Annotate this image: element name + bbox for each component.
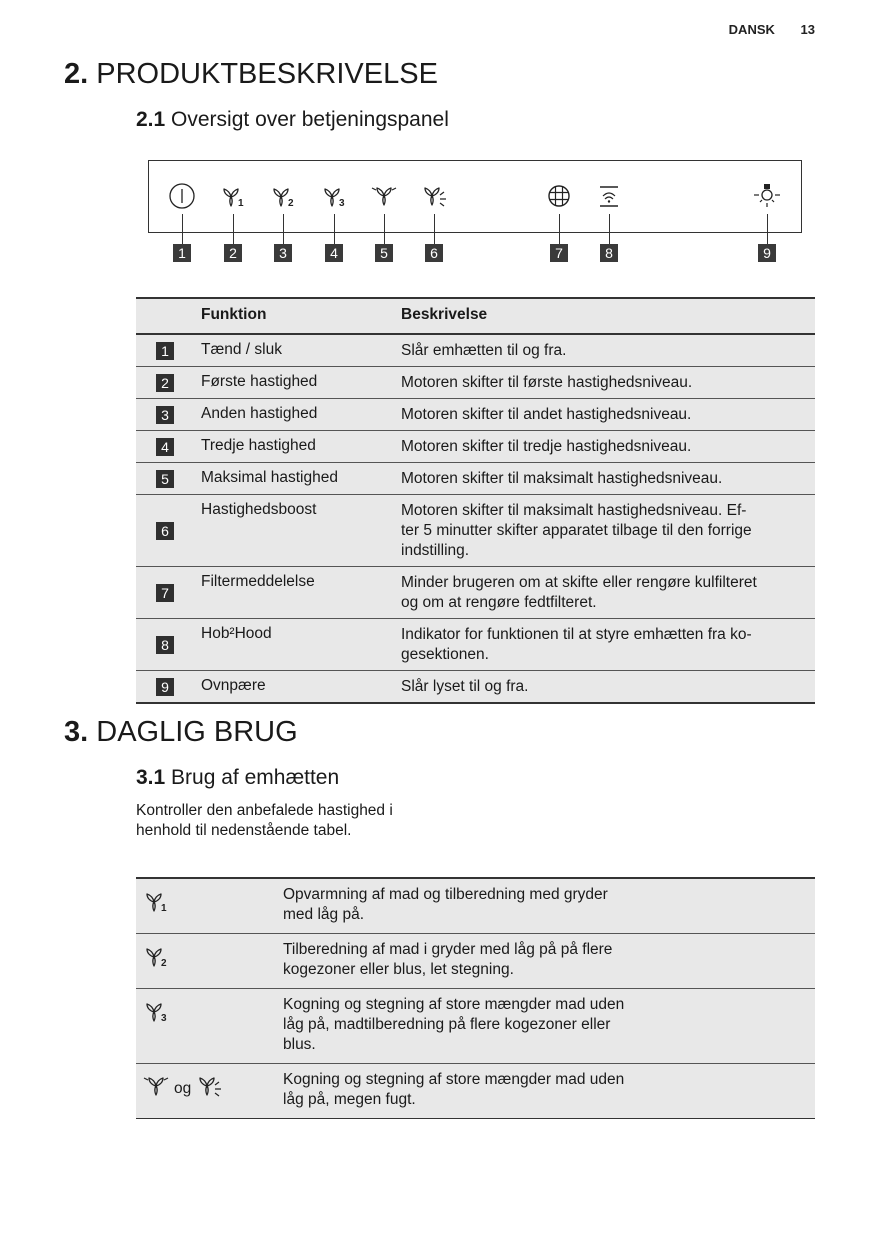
control-panel-callouts — [0, 0, 875, 280]
subsection-2-1-title: Oversigt over betjeningspanel — [171, 108, 449, 131]
function-table-row — [136, 399, 815, 431]
description-cell: Motoren skifter til maksimalt hastighedsniveau. — [401, 470, 723, 487]
connector-text: og — [174, 1079, 192, 1097]
function-table-row — [136, 431, 815, 463]
usage-table-row — [136, 989, 815, 1064]
callout-number-badge: 5 — [375, 244, 393, 262]
function-table-row — [136, 495, 815, 567]
callout-line — [434, 214, 435, 244]
hob2hood-icon — [595, 182, 623, 210]
description-column-header: Beskrivelse — [401, 306, 488, 323]
description-cell: Motoren skifter til tredje hastighedsniveau. — [401, 438, 692, 455]
usage-text-cell: Kogning og stegning af store mængder mad uden låg på, madtilberedning på flere kogezoner eller blus. — [283, 996, 625, 1053]
page-number: 13 — [800, 22, 815, 37]
description-cell: Slår lyset til og fra. — [401, 678, 529, 695]
callout-line — [559, 214, 560, 244]
callout-number-badge: 3 — [274, 244, 292, 262]
fan-speed-3-icon — [142, 997, 170, 1030]
usage-text-cell: Kogning og stegning af store mængder mad uden låg på, megen fugt. — [283, 1071, 625, 1108]
subsection-2-1-number: 2.1 — [136, 108, 166, 131]
fan-boost-icon — [195, 1072, 223, 1105]
description-cell: Motoren skifter til maksimalt hastighedsniveau. Ef- ter 5 minutter skifter apparatet tilbage til den forrige indstilling. — [401, 502, 752, 559]
callout-line — [233, 214, 234, 244]
section-3-heading — [64, 716, 298, 749]
callout-number-badge: 4 — [325, 244, 343, 262]
usage-text-cell: Opvarmning af mad og tilberedning med gryder med låg på. — [283, 886, 608, 923]
fan-max-icon — [370, 182, 398, 210]
subsection-3-1-number: 3.1 — [136, 766, 166, 789]
callout-line — [182, 214, 183, 244]
svg-text:3: 3 — [339, 198, 345, 209]
callout-number-badge: 2 — [224, 244, 242, 262]
usage-text-cell: Tilberedning af mad i gryder med låg på på flere kogezoner eller blus, let stegning. — [283, 941, 613, 978]
usage-icon-cell — [136, 878, 283, 934]
subsection-3-1-title: Brug af emhætten — [171, 766, 340, 789]
function-column-header: Funktion — [201, 306, 267, 323]
svg-text:1: 1 — [161, 903, 167, 914]
svg-text:3: 3 — [161, 1013, 167, 1024]
function-table-row — [136, 334, 815, 367]
function-cell: Anden hastighed — [201, 405, 318, 422]
power-icon — [168, 182, 196, 210]
function-cell: Tredje hastighed — [201, 437, 316, 454]
row-number-badge: 1 — [156, 342, 174, 360]
filter-grid-icon — [545, 182, 573, 210]
row-number-badge: 9 — [156, 678, 174, 696]
callout-number-badge: 6 — [425, 244, 443, 262]
light-bulb-icon — [753, 182, 781, 210]
function-cell: Hob²Hood — [201, 625, 272, 642]
language-label: DANSK — [728, 22, 775, 37]
row-number-badge: 2 — [156, 374, 174, 392]
function-table-row — [136, 671, 815, 704]
fan-speed-1-icon — [142, 887, 170, 920]
row-number-badge: 3 — [156, 406, 174, 424]
row-number-badge: 7 — [156, 584, 174, 602]
function-cell: Første hastighed — [201, 373, 318, 390]
description-cell: Slår emhætten til og fra. — [401, 342, 567, 359]
callout-number-badge: 7 — [550, 244, 568, 262]
function-table-row — [136, 567, 815, 619]
subsection-3-1-heading — [136, 766, 339, 790]
function-cell: Filtermeddelelse — [201, 573, 315, 590]
svg-text:2: 2 — [288, 198, 294, 209]
function-cell: Maksimal hastighed — [201, 469, 338, 486]
row-number-badge: 6 — [156, 522, 174, 540]
section-3-title: DAGLIG BRUG — [96, 716, 298, 748]
description-cell: Indikator for funktionen til at styre emhætten fra ko- gesektionen. — [401, 626, 752, 663]
function-table-row — [136, 463, 815, 495]
callout-number-badge: 8 — [600, 244, 618, 262]
fan-speed-3-icon — [320, 182, 348, 210]
usage-table-row — [136, 878, 815, 934]
usage-icon-cell — [136, 1064, 283, 1119]
fan-speed-1-icon — [219, 182, 247, 210]
callout-line — [767, 214, 768, 244]
fan-speed-2-icon — [269, 182, 297, 210]
section-2-title: PRODUKTBESKRIVELSE — [96, 58, 438, 90]
svg-text:1: 1 — [238, 198, 244, 209]
usage-table-row — [136, 934, 815, 989]
svg-text:2: 2 — [161, 958, 167, 969]
callout-number-badge: 1 — [173, 244, 191, 262]
usage-intro-text: Kontroller den anbefalede hastighed i henhold til nedenstående tabel. — [136, 802, 393, 839]
usage-table — [136, 877, 815, 1119]
fan-boost-icon — [420, 182, 448, 210]
usage-table-row — [136, 1064, 815, 1119]
description-cell: Minder brugeren om at skifte eller rengøre kulfilteret og om at rengøre fedtfilteret. — [401, 574, 757, 611]
callout-line — [283, 214, 284, 244]
function-table-header — [136, 298, 815, 334]
description-cell: Motoren skifter til første hastighedsniveau. — [401, 374, 693, 391]
function-table-row — [136, 619, 815, 671]
function-table-row — [136, 367, 815, 399]
fan-max-icon — [142, 1072, 170, 1105]
callout-line — [334, 214, 335, 244]
row-number-badge: 5 — [156, 470, 174, 488]
function-table — [136, 297, 815, 704]
callout-line — [609, 214, 610, 244]
usage-icon-cell — [136, 989, 283, 1064]
function-cell: Hastighedsboost — [201, 501, 317, 518]
description-cell: Motoren skifter til andet hastighedsniveau. — [401, 406, 692, 423]
row-number-badge: 4 — [156, 438, 174, 456]
section-3-number: 3. — [64, 716, 89, 748]
function-cell: Ovnpære — [201, 677, 266, 694]
callout-line — [384, 214, 385, 244]
function-cell: Tænd / sluk — [201, 341, 282, 358]
section-2-number: 2. — [64, 58, 89, 90]
fan-speed-2-icon — [142, 942, 170, 975]
callout-number-badge: 9 — [758, 244, 776, 262]
usage-icon-cell — [136, 934, 283, 989]
row-number-badge: 8 — [156, 636, 174, 654]
